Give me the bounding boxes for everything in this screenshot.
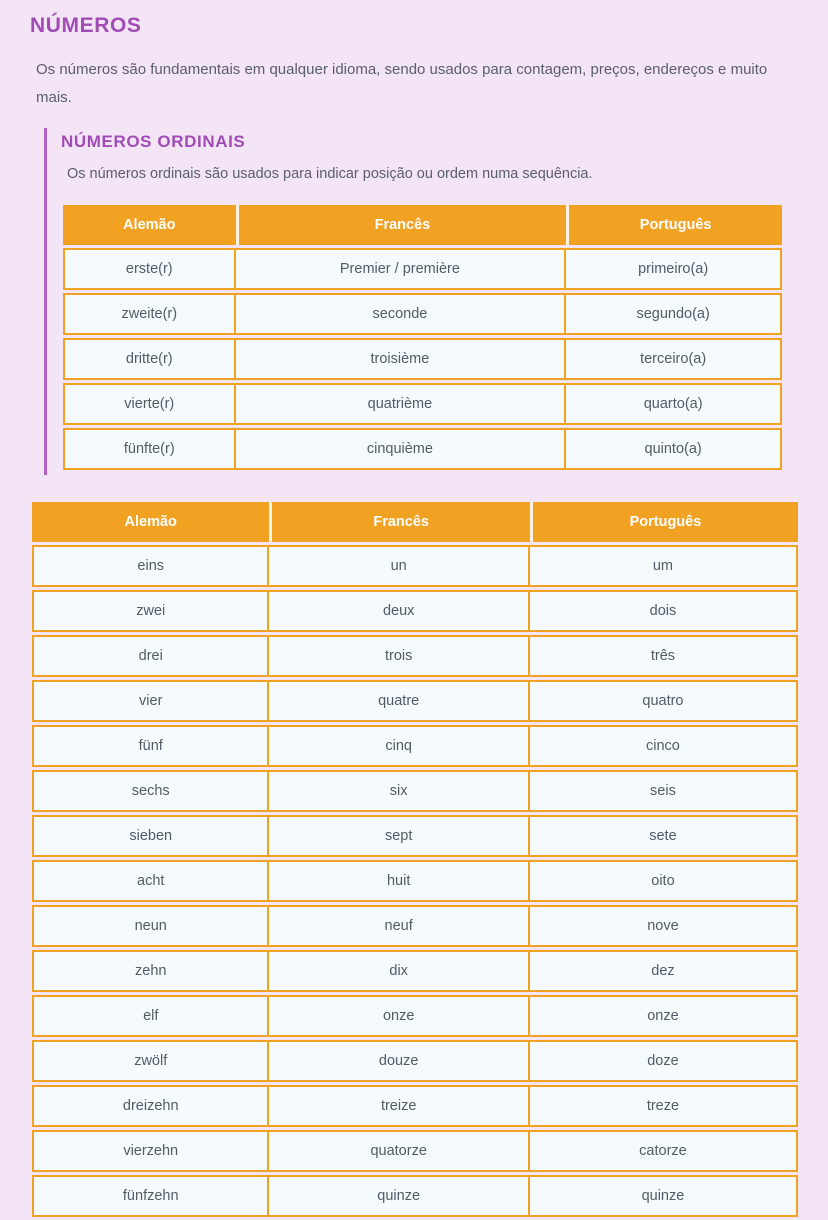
table-cell: erste(r) [63,248,236,290]
column-header-french: Francês [236,205,567,245]
table-cell: eins [32,545,269,587]
table-row [32,1040,798,1082]
table-cell: catorze [530,1130,798,1172]
table-cell: fünfte(r) [63,428,236,470]
table-row [32,680,798,722]
table-cell: elf [32,995,269,1037]
page-title: NÚMEROS [30,14,142,37]
table-cell: dois [530,590,798,632]
table-row [32,860,798,902]
table-cell: seis [530,770,798,812]
table-cell: zweite(r) [63,293,236,335]
table-cell: vier [32,680,269,722]
table-row [63,293,782,335]
table-cell: doze [530,1040,798,1082]
table-cell: quarto(a) [566,383,782,425]
table-cell: treze [530,1085,798,1127]
column-header-german: Alemão [32,502,269,542]
table-cell: dez [530,950,798,992]
table-cell: quinto(a) [566,428,782,470]
table-cell: dix [269,950,529,992]
table-cell: terceiro(a) [566,338,782,380]
table-cell: quatrième [236,383,567,425]
table-cell: primeiro(a) [566,248,782,290]
table-cell: cinco [530,725,798,767]
table-row [32,950,798,992]
table-cell: quatre [269,680,529,722]
table-row [63,428,782,470]
table-cell: zehn [32,950,269,992]
table-cell: um [530,545,798,587]
table-cell: neun [32,905,269,947]
table-cell: nove [530,905,798,947]
table-cell: Premier / première [236,248,567,290]
table-cell: oito [530,860,798,902]
table-row [32,995,798,1037]
table-header-row [63,205,782,245]
table-row [32,545,798,587]
table-cell: dreizehn [32,1085,269,1127]
table-cell: treize [269,1085,529,1127]
table-cell: quinze [530,1175,798,1217]
table-cell: quatorze [269,1130,529,1172]
ordinal-numbers-table [63,202,782,473]
table-row [63,338,782,380]
table-row [32,1130,798,1172]
table-cell: zwei [32,590,269,632]
table-cell: neuf [269,905,529,947]
table-cell: deux [269,590,529,632]
table-cell: segundo(a) [566,293,782,335]
table-cell: sieben [32,815,269,857]
table-cell: cinquième [236,428,567,470]
table-row [63,383,782,425]
table-cell: zwölf [32,1040,269,1082]
table-cell: onze [530,995,798,1037]
table-cell: troisième [236,338,567,380]
table-cell: sept [269,815,529,857]
table-row [63,248,782,290]
table-cell: fünf [32,725,269,767]
intro-text: Os números são fundamentais em qualquer idioma, sendo usados para contagem, preços, endereços e muito mais. [36,61,768,106]
column-header-portuguese: Português [566,205,782,245]
table-header-row [32,502,798,542]
column-header-portuguese: Português [530,502,798,542]
table-cell: seconde [236,293,567,335]
table-cell: cinq [269,725,529,767]
table-row [32,590,798,632]
table-cell: six [269,770,529,812]
table-cell: dritte(r) [63,338,236,380]
table-cell: fünfzehn [32,1175,269,1217]
table-row [32,725,798,767]
table-cell: vierzehn [32,1130,269,1172]
table-row [32,1085,798,1127]
table-cell: un [269,545,529,587]
table-row [32,815,798,857]
table-cell: onze [269,995,529,1037]
table-cell: drei [32,635,269,677]
table-cell: acht [32,860,269,902]
ordinals-section [44,128,796,475]
table-cell: sete [530,815,798,857]
table-cell: douze [269,1040,529,1082]
table-row [32,770,798,812]
table-cell: quatro [530,680,798,722]
ordinals-section-description: Os números ordinais são usados para indicar posição ou ordem numa sequência. [67,165,593,182]
table-row [32,1175,798,1217]
table-cell: três [530,635,798,677]
table-cell: quinze [269,1175,529,1217]
table-cell: vierte(r) [63,383,236,425]
table-cell: huit [269,860,529,902]
table-cell: sechs [32,770,269,812]
ordinals-section-title: NÚMEROS ORDINAIS [61,131,246,151]
column-header-french: Francês [269,502,529,542]
table-row [32,905,798,947]
table-cell: trois [269,635,529,677]
cardinal-numbers-table [32,499,798,1220]
column-header-german: Alemão [63,205,236,245]
table-row [32,635,798,677]
